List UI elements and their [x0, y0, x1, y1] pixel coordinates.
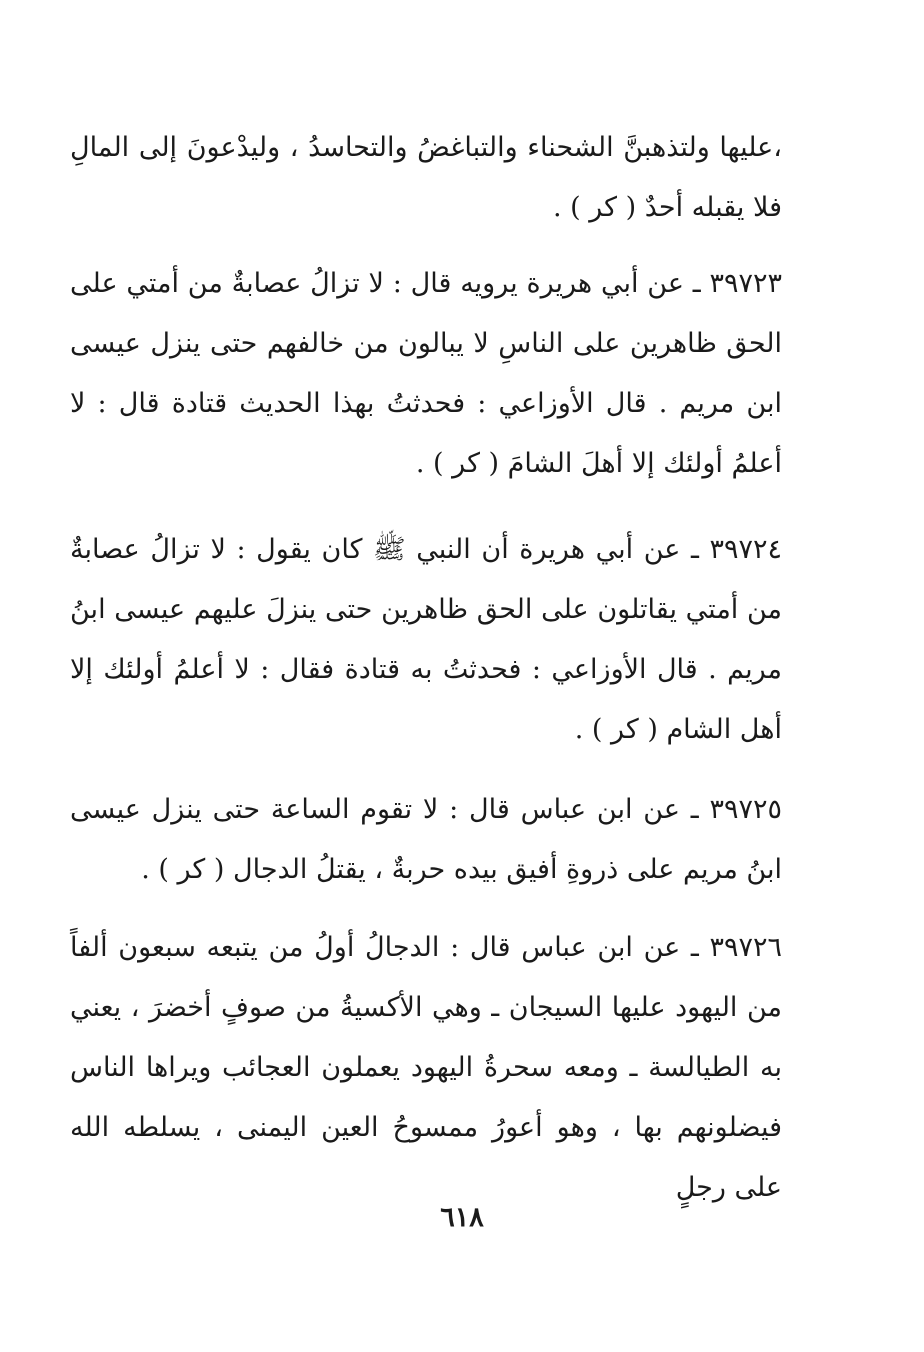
hadith-39726: ٣٩٧٢٦ ـ عن ابن عباس قال : الدجالُ أولُ من يتبعه سبعون ألفاً من اليهود عليها السيجان ـ وهي الأكسيةُ من صوفٍ أخضرَ ، يعني به الطيالسة ـ ومعه سحرةُ اليهود يعملون العجائب ويراها الناس فيضلونهم بها ، وهو أعورُ ممسوحُ العين اليمنى ، يسلطه الله على رجلٍ	[70, 932, 782, 1203]
page-number: ٦١٨	[440, 1202, 484, 1233]
hadith-39725: ٣٩٧٢٥ ـ عن ابن عباس قال : لا تقوم الساعة حتى ينزل عيسى ابنُ مريم على ذروةِ أفيق بيده حربةٌ ، يقتلُ الدجال ( كر ) .	[70, 794, 782, 885]
hadith-39724: ٣٩٧٢٤ ـ عن أبي هريرة أن النبي ﷺ كان يقول : لا تزالُ عصابةٌ من أمتي يقاتلون على الحق ظاهرين حتى ينزلَ عليهم عيسى ابنُ مريم . قال الأوزاعي : فحدثتُ به قتادة فقال : لا أعلمُ أولئك إلا أهل الشام ( كر ) .	[70, 534, 782, 745]
paragraph-continuation: ،عليها ولتذهبنَّ الشحناء والتباغضُ والتحاسدُ ، وليدْعونَ إلى المالِ فلا يقبله أحدٌ ( كر ) .	[70, 132, 782, 223]
hadith-39723: ٣٩٧٢٣ ـ عن أبي هريرة يرويه قال : لا تزالُ عصابةٌ من أمتي على الحق ظاهرين على الناسِ لا يبالون من خالفهم حتى ينزل عيسى ابن مريم . قال الأوزاعي : فحدثتُ بهذا الحديث قتادة قال : لا أعلمُ أولئك إلا أهلَ الشامَ ( كر ) .	[70, 268, 782, 479]
